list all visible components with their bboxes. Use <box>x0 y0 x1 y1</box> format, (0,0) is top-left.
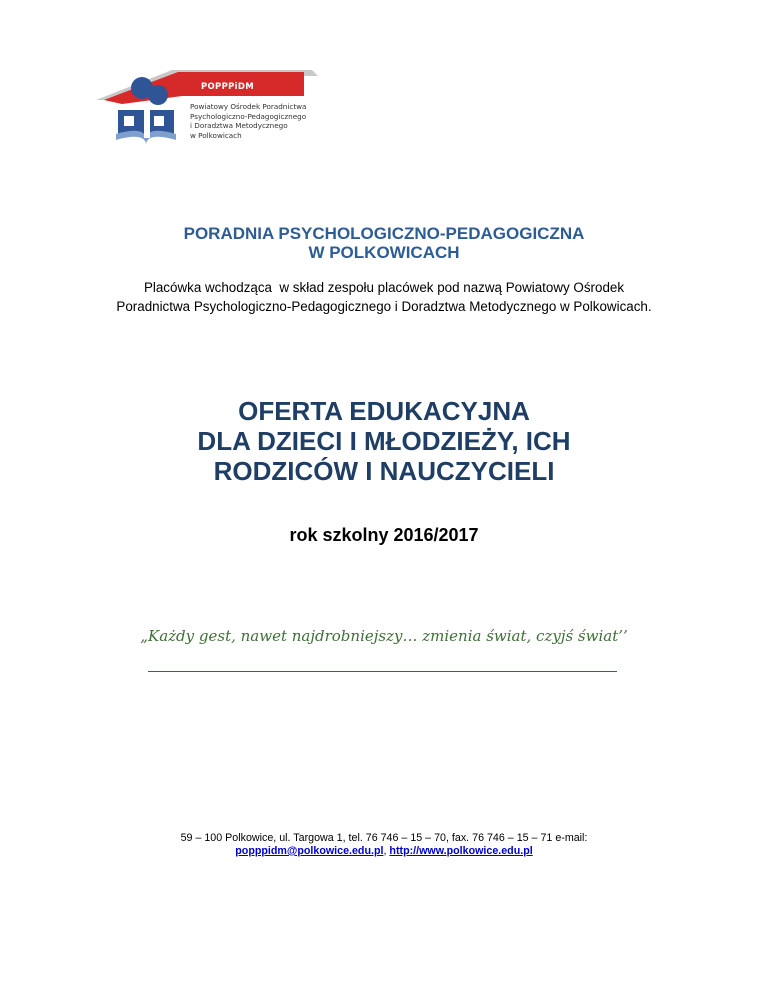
logo-caption-line: i Doradztwa Metodycznego <box>190 121 288 131</box>
logo-caption-line: Powiatowy Ośrodek Poradnictwa <box>190 102 307 111</box>
website-link[interactable]: http://www.polkowice.edu.pl <box>389 845 533 857</box>
organization-description-line: Placówka wchodząca w skład zespołu placówek pod nazwą Powiatowy Ośrodek <box>143 280 625 295</box>
logo-caption <box>190 102 306 140</box>
logo <box>92 66 328 150</box>
contact-links <box>0 845 768 858</box>
logo-brand: POPPPiDM <box>201 82 254 92</box>
contact-footer <box>0 832 768 858</box>
document-title <box>0 396 768 486</box>
email-link[interactable]: popppidm@polkowice.edu.pl <box>235 845 384 857</box>
logo-caption-line: w Polkowicach <box>190 130 242 140</box>
document-title-line: DLA DZIECI I MŁODZIEŻY, ICH <box>197 426 571 456</box>
document-title-line: RODZICÓW I NAUCZYCIELI <box>213 456 555 486</box>
organization-title-line: PORADNIA PSYCHOLOGICZNO-PEDAGOGICZNA <box>183 224 585 243</box>
motto-quote: „Każdy gest, nawet najdrobniejszy… zmienia świat, czyjś świat’’ <box>140 627 628 645</box>
link-separator: , <box>383 845 387 857</box>
contact-address: 59 – 100 Polkowice, ul. Targowa 1, tel. 76 746 – 15 – 70, fax. 76 746 – 15 – 71 e-mail: <box>180 832 588 844</box>
organization-title-line: W POLKOWICACH <box>308 243 460 262</box>
school-year: rok szkolny 2016/2017 <box>289 525 479 545</box>
divider <box>148 671 617 672</box>
logo-caption-line: Psychologiczno-Pedagogicznego <box>190 111 307 121</box>
document-title-line: OFERTA EDUKACYJNA <box>238 396 530 426</box>
organization-description <box>0 278 768 316</box>
organization-description-line: Poradnictwa Psychologiczno-Pedagogicznego i Doradztwa Metodycznego w Polkowicach. <box>116 299 652 314</box>
organization-title <box>0 224 768 262</box>
